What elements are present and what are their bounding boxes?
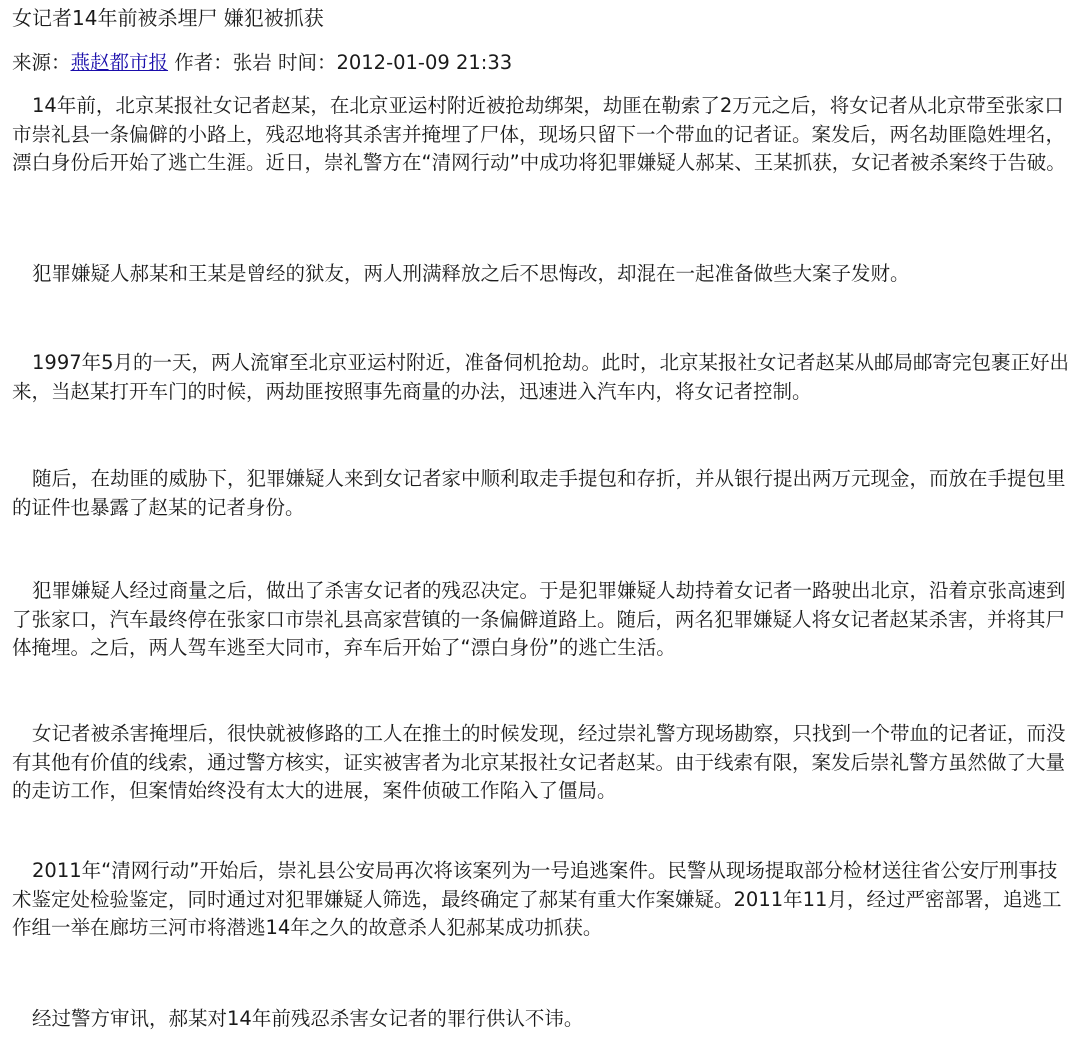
publish-time: 2012-01-09 21:33 [336,51,513,74]
paragraph-3: 1997年5月的一天，两人流窜至北京亚运村附近，准备伺机抢劫。此时，北京某报社女记者赵某从邮局邮寄完包裹正好出来，当赵某打开车门的时候，两劫匪按照事先商量的办法，迅速进入汽车内，将女记者控制。 [12,351,1070,403]
article-meta [12,49,512,77]
paragraph-7: 2011年“清网行动”开始后，崇礼县公安局再次将该案列为一号追逃案件。民警从现场提取部分检材送往省公安厅刑事技术鉴定处检验鉴定，同时通过对犯罪嫌疑人筛选，最终确定了郝某有重大作案嫌疑。2011年11月，经过严密部署，追逃工作组一举在廊坊三河市将潜逃14年之久的故意杀人犯郝某成功抓获。 [12,859,1062,939]
article-title: 女记者14年前被杀埋尸 嫌犯被抓获 [12,6,324,30]
paragraph-2: 犯罪嫌疑人郝某和王某是曾经的狱友，两人刑满释放之后不思悔改，却混在一起准备做些大案子发财。 [32,262,910,285]
paragraph-6: 女记者被杀害掩埋后，很快就被修路的工人在推土的时候发现，经过崇礼警方现场勘察，只找到一个带血的记者证，而没有其他有价值的线索，通过警方核实，证实被害者为北京某报社女记者赵某。由于线索有限，案发后崇礼警方虽然做了大量的走访工作，但案情始终没有太大的进展，案件侦破工作陷入了僵局。 [12,722,1066,802]
paragraph-1: 14年前，北京某报社女记者赵某，在北京亚运村附近被抢劫绑架，劫匪在勒索了2万元之后，将女记者从北京带至张家口市崇礼县一条偏僻的小路上，残忍地将其杀害并掩埋了尸体，现场只留下一个带血的记者证。案发后，两名劫匪隐姓埋名，漂白身份后开始了逃亡生涯。近日，崇礼警方在“清网行动”中成功将犯罪嫌疑人郝某、王某抓获，女记者被杀案终于告破。 [12,94,1066,174]
time-label: 时间： [271,51,337,74]
source-label: 来源： [12,51,71,74]
paragraph-4: 随后，在劫匪的威胁下，犯罪嫌疑人来到女记者家中顺利取走手提包和存折，并从银行提出两万元现金，而放在手提包里的证件也暴露了赵某的记者身份。 [12,467,1066,519]
source-link[interactable]: 燕赵都市报 [70,51,169,74]
author-name: 张岩 [232,51,272,74]
paragraph-5: 犯罪嫌疑人经过商量之后，做出了杀害女记者的残忍决定。于是犯罪嫌疑人劫持着女记者一路驶出北京，沿着京张高速到了张家口，汽车最终停在张家口市崇礼县高家营镇的一条偏僻道路上。随后，两名犯罪嫌疑人将女记者赵某杀害，并将其尸体掩埋。之后，两人驾车逃至大同市，弃车后开始了“漂白身份”的逃亡生活。 [12,579,1066,659]
author-label: 作者： [168,51,233,74]
paragraph-8: 经过警方审讯，郝某对14年前残忍杀害女记者的罪行供认不讳。 [32,1007,584,1030]
